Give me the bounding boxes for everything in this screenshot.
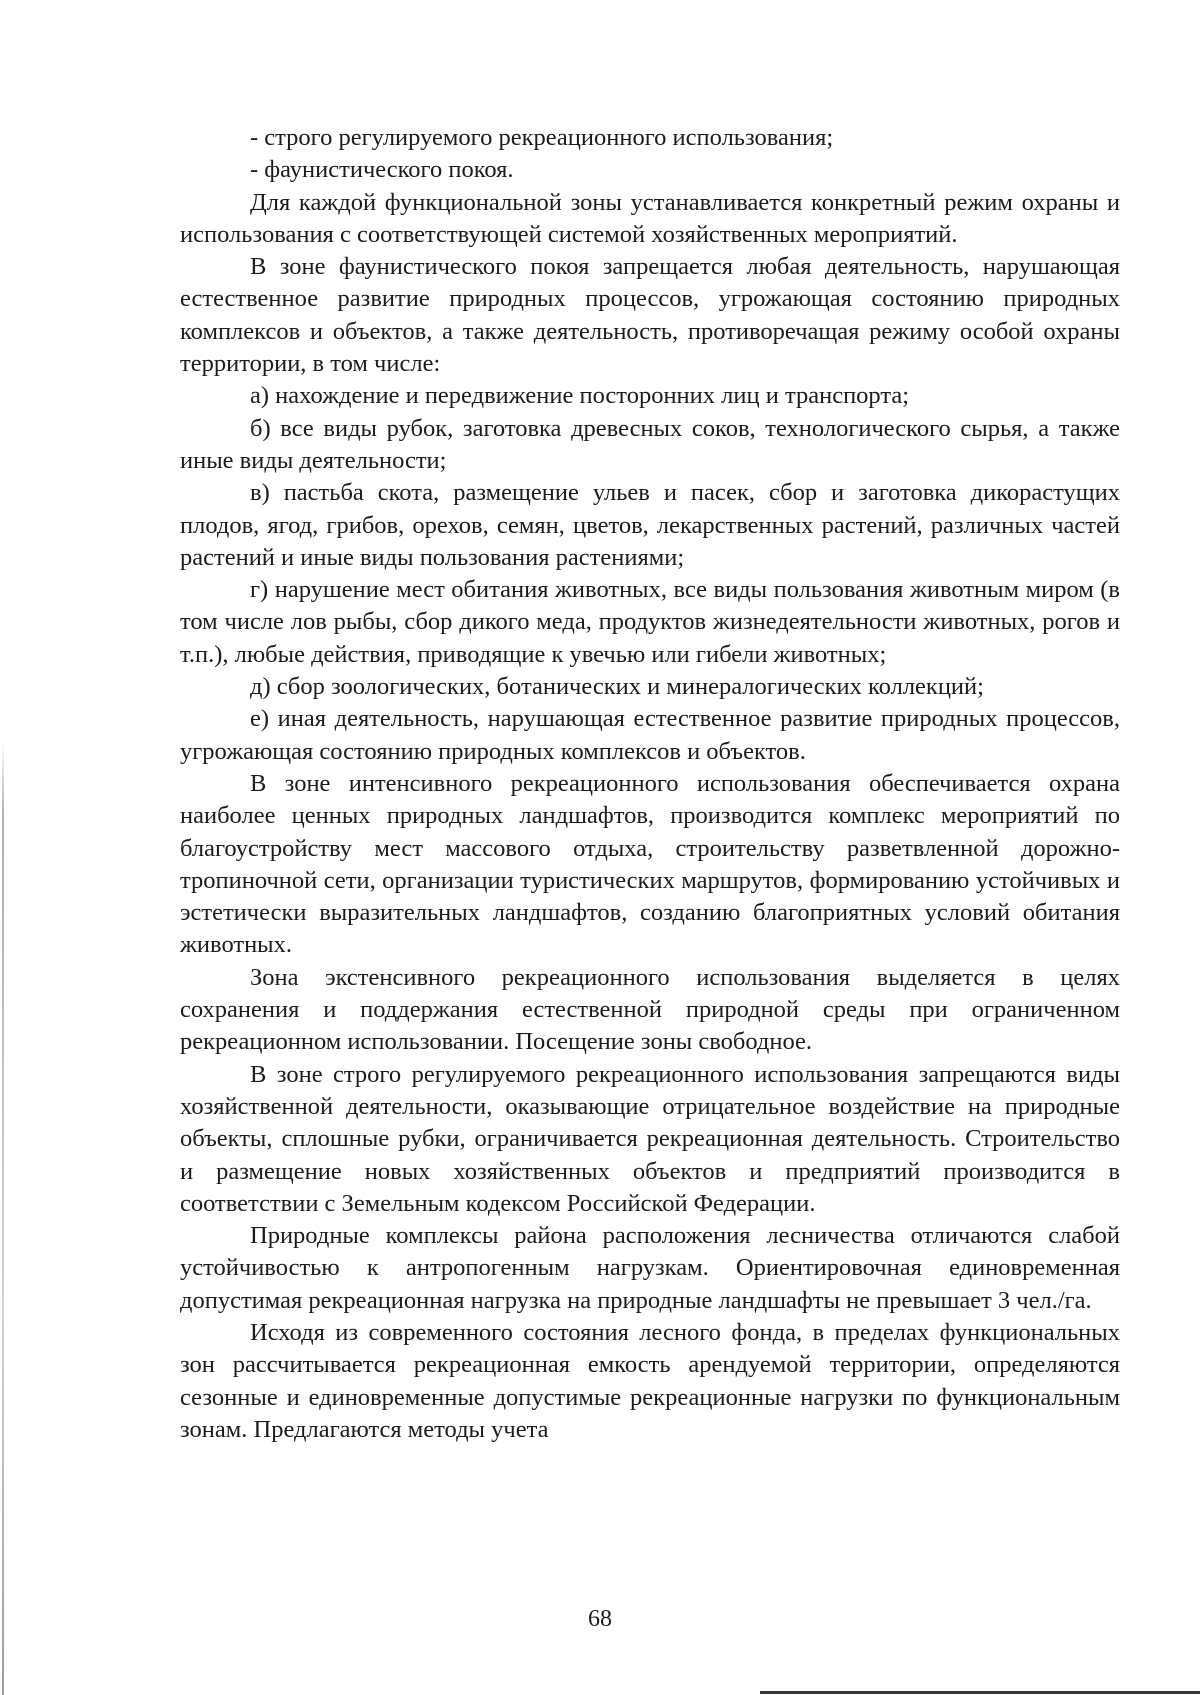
paragraph: - строго регулируемого рекреационного использования; bbox=[250, 124, 834, 151]
paragraph: В зоне интенсивного рекреационного использования обеспечивается охрана наиболее ценных природных ландшафтов, производится комплекс мероприятий по благоустройству мест массового отдыха, строительству разветвленной дорожно-тропиночной сети, организации туристических маршрутов, формированию устойчивых и эстетически выразительных ландшафтов, созданию благоприятных условий обитания животных. bbox=[180, 769, 1120, 959]
paragraph: В зоне фаунистического покоя запрещается любая деятельность, нарушающая естественное развитие природных процессов, угрожающая состоянию природных комплексов и объектов, а также деятельность, противоречащая режиму особой охраны территории, в том числе: bbox=[180, 253, 1120, 378]
list-item: б) все виды рубок, заготовка древесных соков, технологического сырья, а также иные виды деятельности; bbox=[180, 414, 1120, 474]
list-item: е) иная деятельность, нарушающая естественное развитие природных процессов, угрожающая состоянию природных комплексов и объектов. bbox=[180, 705, 1120, 765]
paragraph: Зона экстенсивного рекреационного использования выделяется в целях сохранения и поддержания естественной природной среды при ограниченном рекреационном использовании. Посещение зоны свободное. bbox=[180, 963, 1120, 1056]
list-item: в) пастьба скота, размещение ульев и пасек, сбор и заготовка дикорастущих плодов, ягод, грибов, орехов, семян, цветов, лекарственных растений, различных частей растений и иные виды пользования растениями; bbox=[180, 479, 1120, 571]
paragraph: - фаунистического покоя. bbox=[250, 156, 514, 184]
document-body bbox=[180, 122, 1120, 1446]
bottom-rule-line bbox=[760, 1691, 1200, 1694]
paragraph: Природные комплексы района расположения лесничества отличаются слабой устойчивостью к антропогенным нагрузкам. Ориентировочная единовременная допустимая рекреационная нагрузка на природные ландшафты не превышает 3 чел./га. bbox=[180, 1222, 1120, 1314]
paragraph: В зоне строго регулируемого рекреационного использования запрещаются виды хозяйственной деятельности, оказывающие отрицательное воздействие на природные объекты, сплошные рубки, ограничивается рекреационная деятельность. Строительство и размещение новых хозяйственных объектов и предприятий производится в соответствии с Земельным кодексом Российской Федерации. bbox=[180, 1060, 1120, 1217]
scan-edge-mark bbox=[2, 740, 4, 1695]
paragraph: Исходя из современного состояния лесного фонда, в пределах функциональных зон рассчитывается рекреационная емкость арендуемой территории, определяются сезонные и единовременные допустимые рекреационные нагрузки по функциональным зонам. Предлагаются методы учета bbox=[180, 1318, 1120, 1443]
list-item: а) нахождение и передвижение посторонних лиц и транспорта; bbox=[250, 382, 910, 410]
list-item: г) нарушение мест обитания животных, все виды пользования животным миром (в том числе лов рыбы, сбор дикого меда, продуктов жизнедеятельности животных, рогов и т.п.), любые действия, приводящие к увечью или гибели животных; bbox=[180, 576, 1120, 668]
paragraph: Для каждой функциональной зоны устанавливается конкретный режим охраны и использования с соответствующей системой хозяйственных мероприятий. bbox=[180, 188, 1120, 248]
list-item: д) сбор зоологических, ботанических и минералогических коллекций; bbox=[250, 673, 984, 701]
page-number: 68 bbox=[588, 1606, 612, 1632]
